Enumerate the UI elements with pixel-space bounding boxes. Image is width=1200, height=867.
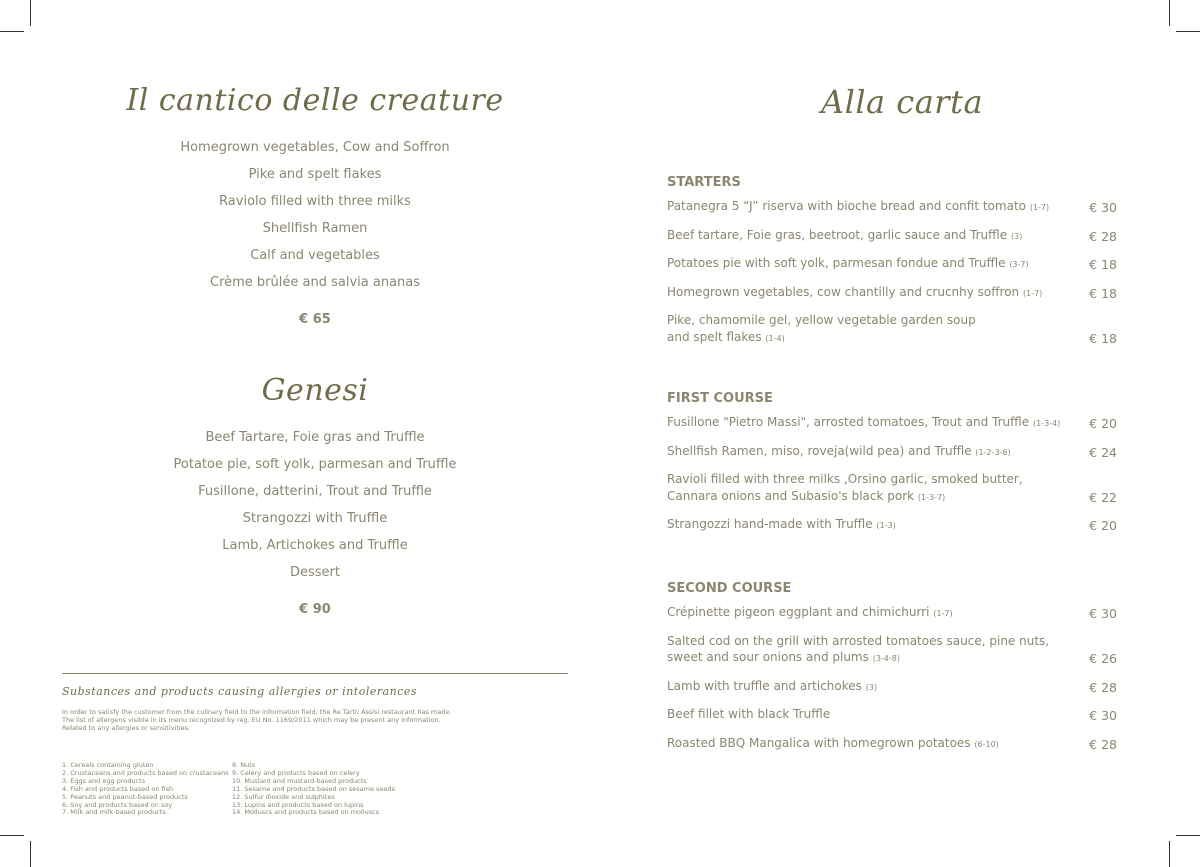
tasting-menus [62,80,568,620]
allergy-intro [62,708,482,732]
dish-name-text: Strangozzi hand-made with Truffle [667,517,873,531]
dish-name [667,516,1067,535]
allergy-intro-line: In order to satisfy the customer from the culinary field to the information field, the Re Tartù Assisi restaurant has made. [62,708,452,716]
dish-price: € 28 [1089,679,1117,695]
dish-name [667,471,1067,506]
dish-name-text: Pike, chamomile gel, yellow vegetable garden soup [667,313,976,327]
allergen-item: 4. Fish and products based on fish [62,784,174,793]
allergen-codes: (1-7) [1022,288,1043,298]
allergen-codes: (1-3-7) [917,492,946,502]
section-starters [667,174,1117,357]
crop-mark [1176,835,1200,836]
dish-name [667,198,1067,217]
dish-item [667,443,1117,462]
dish-price: € 20 [1089,416,1117,431]
dish-price: € 20 [1089,518,1117,533]
course-item: Shellfish Ramen [262,221,368,236]
course-item: Lamb, Artichokes and Truffle [222,538,408,553]
allergen-item: 14. Molluscs and products based on molluscs [232,808,380,817]
crop-mark [1169,0,1170,26]
menu-price: € 90 [299,602,331,617]
crop-mark [1169,841,1170,867]
dish-name [667,633,1067,668]
dish-name-text: Lamb with truffle and artichokes [667,678,862,693]
dish-name-text: Beef tartare, Foie gras, beetroot, garlic sauce and Truffle [667,227,1008,242]
dish-list [667,604,1117,753]
course-item: Homegrown vegetables, Cow and Soffron [180,140,450,155]
allergen-column [232,762,395,817]
dish-list [667,414,1117,535]
course-item: Strangozzi with Truffle [242,511,388,526]
allergen-list [62,762,568,817]
crop-mark [1176,31,1200,32]
dish-item [667,678,1117,697]
course-item: Calf and vegetables [250,248,380,263]
dish-name [667,443,1067,462]
section-title: FIRST COURSE [667,391,773,406]
course-item: Raviolo filled with three milks [219,194,411,209]
dish-item [667,516,1117,535]
crop-mark [30,841,31,867]
dish-list [667,198,1117,347]
dish-price: € 18 [1089,330,1117,346]
dish-item [667,735,1117,754]
dish-name [667,255,1067,274]
course-item: Pike and spelt flakes [248,167,382,182]
dish-item [667,604,1117,623]
dish-item [667,198,1117,217]
dish-name-text: Roasted BBQ Mangalica with homegrown potatoes [667,735,971,750]
allergen-item: 12. Sulfur dioxide and sulphites [232,792,335,801]
course-list [62,424,568,586]
tasting-menu [62,80,568,330]
allergen-codes: (1-7) [1029,203,1050,212]
dish-item [667,284,1117,303]
allergen-codes: (3) [865,682,878,692]
dish-name-text: Shellfish Ramen, miso, roveja(wild pea) and Truffle [667,443,972,458]
menu-title: Il cantico delle creature [126,83,504,118]
allergen-item: 13. Lupins and products based on lupins [232,800,364,809]
dish-name [667,604,1067,623]
allergen-codes: (1-7) [933,609,953,618]
dish-price: € 30 [1089,200,1117,215]
dish-price: € 30 [1089,708,1117,723]
dish-name [667,227,1067,246]
allergen-item: 7. Milk and milk-based products [62,808,166,817]
dish-name [667,735,1067,754]
allergen-item: 3. Eggs and egg products [62,776,146,785]
a-la-carte [667,80,1117,752]
allergen-item: 8. Nuts [232,761,256,769]
dish-name-text: Crépinette pigeon eggplant and chimichurri [667,605,930,619]
course-list [62,134,568,296]
course-item: Dessert [290,565,340,580]
dish-name-text: Salted cod on the grill with arrosted tomatoes sauce, pine nuts, [667,633,1050,648]
dish-item [667,633,1117,668]
menu-title: Genesi [261,373,369,408]
allergy-intro-line: Related to any allergies or sensitivities. [62,724,191,732]
dish-price: € 24 [1089,444,1117,460]
carta-title: Alla carta [820,83,984,121]
dish-name [667,678,1067,697]
dish-name-text: Homegrown vegetables, cow chantilly and crucnhy soffron [667,284,1020,299]
dish-name-text: Fusillone "Pietro Massi", arrosted tomatoes, Trout and Truffle [667,415,1030,429]
menu-price: € 65 [299,312,331,327]
dish-name-text: Potatoes pie with soft yolk, parmesan fondue and Truffle [667,256,1006,270]
allergy-title: Substances and products causing allergies or intolerances [62,685,418,698]
allergen-codes: (3-7) [1009,260,1029,269]
allergen-codes: (6-10) [974,739,999,749]
allergy-intro-line: The list of allergens visible in its menu recognized by reg. EU No. 1169/2011 which may be present any information. [62,716,441,724]
allergen-item: 5. Peanuts and peanut-based products [62,792,188,801]
section-title: STARTERS [667,175,741,190]
dish-name-text: sweet and sour onions and plums [667,650,869,664]
allergen-item: 2. Crustaceans and products based on crustaceans [62,768,229,777]
dish-name [667,312,1067,347]
crop-mark [0,31,24,32]
allergen-item: 9. Celery and products based on celery [232,768,360,777]
dish-item [667,471,1117,506]
course-item: Potatoe pie, soft yolk, parmesan and Truffle [173,457,457,472]
dish-name-text: Beef fillet with black Truffle [667,707,831,721]
dish-price: € 18 [1089,257,1117,272]
course-item: Beef Tartare, Foie gras and Truffle [205,430,425,445]
dish-name [667,284,1067,303]
course-item: Crème brûlée and salvia ananas [210,275,420,290]
dish-name-text: and spelt flakes [667,329,762,344]
allergen-codes: (1-4) [765,333,785,343]
allergen-item: 6. Soy and products based on soy [62,800,173,809]
dish-name-text: Patanegra 5 “J” riserva with bioche bread and confit tomato [667,199,1026,213]
allergen-codes: (1-2-3-6) [975,447,1011,457]
allergen-item: 10. Mustard and mustard-based products [232,776,367,785]
dish-name-text: Ravioli filled with three milks ,Orsino garlic, smoked butter, [667,472,1023,486]
dish-name [667,414,1067,433]
dish-price: € 28 [1089,736,1117,752]
allergen-codes: (3) [1010,231,1023,241]
divider [62,673,568,674]
allergen-item: 1. Cereals containing gluten [62,761,154,769]
dish-price: € 18 [1089,285,1117,301]
allergen-codes: (1-3) [876,521,896,530]
dish-name-text: Cannara onions and Subasio's black pork [667,488,915,503]
crop-mark [0,835,24,836]
dish-item [667,706,1117,725]
allergen-codes: (3-4-8) [872,654,900,663]
dish-item [667,414,1117,433]
section-first-course [667,390,1117,545]
tasting-menu [62,370,568,620]
crop-mark [30,0,31,26]
dish-item [667,227,1117,246]
dish-name [667,706,1067,725]
section-second-course [667,580,1117,763]
allergen-item: 11. Sesame and products based on sesame seeds [232,784,395,793]
allergy-info [62,673,568,817]
dish-item [667,312,1117,347]
dish-price: € 22 [1089,489,1117,505]
dish-price: € 30 [1089,606,1117,621]
allergen-column [62,762,232,817]
allergen-codes: (1-3-4) [1032,419,1061,428]
dish-item [667,255,1117,274]
course-item: Fusillone, datterini, Trout and Truffle [198,484,432,499]
dish-price: € 28 [1089,228,1117,244]
section-title: SECOND COURSE [667,581,792,596]
dish-price: € 26 [1089,651,1117,666]
